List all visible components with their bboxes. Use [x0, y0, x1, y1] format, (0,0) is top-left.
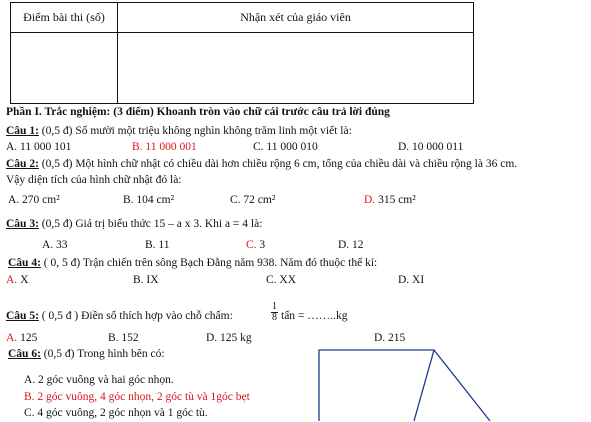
question-2-text-line2: Vậy diện tích của hình chữ nhật đó là:	[6, 174, 182, 186]
question-1-text: (0,5 đ) Số mười một triệu không nghìn không trăm linh một viết là:	[38, 125, 352, 137]
q3-option-b[interactable]: B. 11	[145, 239, 170, 251]
question-5-label: Câu 5:	[6, 310, 39, 322]
q1-option-c[interactable]: C. 11 000 010	[253, 141, 318, 153]
question-4	[8, 256, 377, 270]
q3-option-d[interactable]: D. 12	[338, 239, 364, 251]
q3-option-c-wrap[interactable]	[246, 238, 265, 252]
question-2-text: (0,5 đ) Một hình chữ nhật có chiều dài hơn chiều rộng 6 cm, tổng của chiều dài và chiều rộng là 36 cm.	[38, 158, 518, 170]
q3-option-a[interactable]: A. 33	[42, 239, 68, 251]
question-5-text-after: tấn = ……..kg	[281, 310, 348, 322]
question-4-label: Câu 4:	[8, 257, 41, 269]
q6-option-c[interactable]: C. 4 góc vuông, 2 góc nhọn và 1 góc tù.	[24, 407, 208, 419]
question-4-text: ( 0, 5 đ) Trận chiến trên sông Bạch Đằng năm 938. Năm đó thuộc thế kỉ:	[40, 257, 378, 269]
q1-option-a[interactable]: A. 11 000 101	[6, 141, 72, 153]
angle-figure	[300, 342, 491, 422]
fraction-one-eighth	[271, 302, 278, 323]
comment-input-cell[interactable]	[118, 33, 474, 104]
figure-diagonal	[414, 350, 434, 421]
q4-option-a-letter: A.	[6, 274, 18, 286]
q4-option-b[interactable]: B. IX	[133, 274, 159, 286]
fraction-denominator: 8	[272, 312, 277, 323]
q2-option-b[interactable]: B. 104 cm²	[123, 194, 175, 206]
figure-outline	[319, 350, 490, 421]
question-3-label: Câu 3:	[6, 218, 39, 230]
score-header: Điểm bài thi (số)	[23, 10, 105, 24]
q1-option-d[interactable]: D. 10 000 011	[398, 141, 464, 153]
q4-option-c[interactable]: C. XX	[266, 274, 297, 286]
q4-option-d[interactable]: D. XI	[398, 274, 425, 286]
q5-option-a-wrap[interactable]	[6, 331, 37, 345]
q6-option-b[interactable]: B. 2 góc vuông, 4 góc nhọn, 2 góc tù và 1góc bẹt	[24, 391, 250, 403]
question-1-label: Câu 1:	[6, 125, 39, 137]
question-3-text: (0,5 đ) Giá trị biểu thức 15 – a x 3. Khi a = 4 là:	[38, 218, 263, 230]
comment-header: Nhận xét của giáo viên	[240, 10, 351, 24]
q4-option-a-wrap[interactable]	[6, 273, 28, 287]
q5-option-c[interactable]: D. 125 kg	[206, 332, 252, 344]
comment-header-cell	[118, 3, 474, 33]
question-6	[8, 347, 165, 361]
q6-option-a[interactable]: A. 2 góc vuông và hai góc nhọn.	[24, 374, 174, 386]
question-6-text: (0,5 đ) Trong hình bên có:	[40, 348, 165, 360]
question-2-label: Câu 2:	[6, 158, 39, 170]
score-input-cell[interactable]	[11, 33, 118, 104]
score-table	[10, 2, 474, 104]
score-header-cell	[11, 3, 118, 33]
q2-option-d: 315 cm²	[375, 194, 416, 206]
question-5-text: ( 0,5 đ ) Điền số thích hợp vào chỗ chấm:	[38, 310, 233, 322]
question-1	[6, 124, 352, 138]
q5-option-a: 125	[17, 332, 38, 344]
question-5	[6, 309, 233, 323]
q5-option-d[interactable]: D. 215	[374, 332, 406, 344]
q2-option-d-letter: D.	[364, 194, 376, 206]
fraction-numerator: 1	[272, 301, 277, 312]
q5-option-b[interactable]: B. 152	[108, 332, 139, 344]
question-2	[6, 157, 517, 171]
q2-option-a[interactable]: A. 270 cm²	[8, 194, 60, 206]
q2-option-d-wrap[interactable]	[364, 193, 416, 207]
question-3	[6, 217, 262, 231]
q4-option-a: X	[17, 274, 29, 286]
q3-option-c: 3	[256, 239, 266, 251]
section-title: Phần I. Trắc nghiệm: (3 điểm) Khoanh tròn vào chữ cái trước câu trả lời đúng	[6, 106, 390, 118]
question-6-label: Câu 6:	[8, 348, 41, 360]
q2-option-c[interactable]: C. 72 cm²	[230, 194, 276, 206]
q5-option-a-letter: A.	[6, 332, 18, 344]
q1-option-b[interactable]: B. 11 000 001	[132, 141, 197, 153]
q3-option-c-letter: C.	[246, 239, 257, 251]
